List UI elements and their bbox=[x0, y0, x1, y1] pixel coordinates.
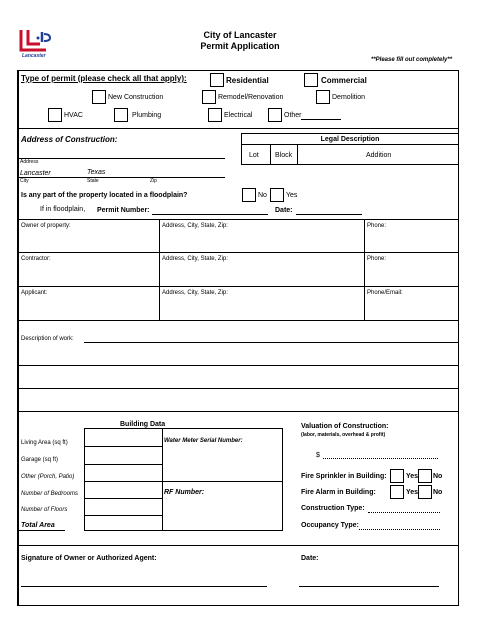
if-in-floodplain-label: If in floodplain, bbox=[40, 206, 86, 213]
signature-date-label: Date: bbox=[301, 555, 319, 562]
alarm-no-label: No bbox=[433, 489, 443, 496]
logo-caption: Lancaster bbox=[22, 53, 46, 59]
residential-checkbox[interactable] bbox=[210, 73, 224, 87]
contractor-phone-label: Phone: bbox=[367, 256, 387, 262]
form-title-city: City of Lancaster bbox=[203, 30, 277, 40]
sprinkler-yes-checkbox[interactable] bbox=[390, 469, 404, 483]
water-meter-label: Water Meter Serial Number: bbox=[164, 438, 243, 444]
electrical-label: Electrical bbox=[224, 112, 253, 119]
zip-label: Zip bbox=[150, 178, 157, 184]
valuation-sub: (labor, materials, overhead & profit) bbox=[301, 432, 386, 438]
divider bbox=[17, 320, 459, 321]
alarm-label: Fire Alarm in Building: bbox=[301, 489, 376, 496]
applicant-label: Applicant: bbox=[21, 290, 48, 296]
city-value: Lancaster bbox=[20, 170, 51, 177]
commercial-label: Commercial bbox=[321, 76, 367, 85]
divider bbox=[159, 219, 160, 320]
signature-label: Signature of Owner or Authorized Agent: bbox=[21, 555, 157, 562]
total-area-underline bbox=[19, 530, 65, 531]
divider bbox=[17, 252, 459, 253]
description-label: Description of work: bbox=[21, 336, 74, 342]
sprinkler-yes-label: Yes bbox=[406, 473, 419, 480]
electrical-checkbox[interactable] bbox=[208, 108, 222, 122]
construction-type-label: Construction Type: bbox=[301, 505, 365, 512]
legal-description-heading: Legal Description bbox=[320, 136, 380, 143]
owner-address-label: Address, City, State, Zip: bbox=[162, 223, 228, 229]
floodplain-date-line[interactable] bbox=[296, 214, 362, 215]
sprinkler-label: Fire Sprinkler in Building: bbox=[301, 473, 387, 480]
plumbing-checkbox[interactable] bbox=[114, 108, 128, 122]
floodplain-question: Is any part of the property located in a floodplain? bbox=[21, 192, 188, 199]
permit-number-label: Permit Number: bbox=[97, 207, 150, 214]
floodplain-date-label: Date: bbox=[275, 207, 293, 214]
city-label: City bbox=[20, 178, 29, 184]
divider bbox=[17, 128, 459, 129]
other-label: Other bbox=[284, 112, 302, 119]
sprinkler-no-label: No bbox=[433, 473, 443, 480]
divider bbox=[17, 286, 459, 287]
valuation-line[interactable] bbox=[323, 458, 438, 459]
bedrooms-label: Number of Bedrooms bbox=[21, 491, 79, 497]
building-data-heading: Building Data bbox=[120, 421, 166, 428]
occupancy-type-line[interactable] bbox=[359, 529, 440, 530]
floodplain-yes-label: Yes bbox=[286, 192, 298, 199]
address-line[interactable] bbox=[19, 158, 225, 159]
signature-date-line[interactable] bbox=[299, 586, 439, 587]
description-line[interactable] bbox=[17, 388, 459, 389]
description-line[interactable] bbox=[17, 365, 459, 366]
valuation-dollar: $ bbox=[316, 452, 320, 459]
divider bbox=[364, 219, 365, 320]
address-label: Address bbox=[20, 159, 39, 165]
other-checkbox[interactable] bbox=[268, 108, 282, 122]
sprinkler-no-checkbox[interactable] bbox=[418, 469, 432, 483]
floodplain-yes-checkbox[interactable] bbox=[270, 188, 284, 202]
owner-label: Owner of property: bbox=[21, 223, 71, 229]
state-label: State bbox=[87, 178, 99, 184]
total-area-label: Total Area bbox=[21, 522, 55, 529]
hvac-checkbox[interactable] bbox=[48, 108, 62, 122]
living-area-label: Living Area (sq ft) bbox=[21, 440, 68, 446]
permit-type-heading: Type of permit (please check all that apply): bbox=[21, 74, 187, 83]
other-porch-label: Other (Porch, Patio) bbox=[21, 474, 75, 480]
occupancy-type-label: Occupancy Type: bbox=[301, 522, 359, 529]
applicant-phone-email-label: Phone/Email: bbox=[367, 290, 403, 296]
remodel-checkbox[interactable] bbox=[202, 90, 216, 104]
alarm-yes-label: Yes bbox=[406, 489, 419, 496]
floors-label: Number of Floors bbox=[21, 507, 68, 513]
plumbing-label: Plumbing bbox=[132, 112, 162, 119]
rf-number-label: RF Number: bbox=[164, 489, 205, 496]
permit-number-line[interactable] bbox=[152, 214, 268, 215]
city-line[interactable] bbox=[19, 177, 225, 178]
contractor-label: Contractor: bbox=[21, 256, 51, 262]
divider bbox=[17, 219, 459, 220]
applicant-address-label: Address, City, State, Zip: bbox=[162, 290, 228, 296]
contractor-address-label: Address, City, State, Zip: bbox=[162, 256, 228, 262]
addition-label: Addition bbox=[366, 152, 392, 159]
valuation-heading: Valuation of Construction: bbox=[301, 423, 389, 430]
description-line[interactable] bbox=[17, 411, 459, 412]
hvac-label: HVAC bbox=[64, 112, 83, 119]
signature-line[interactable] bbox=[21, 586, 267, 587]
fill-note: **Please fill out completely** bbox=[371, 57, 453, 63]
state-value: Texas bbox=[87, 169, 106, 176]
owner-phone-label: Phone: bbox=[367, 223, 387, 229]
demolition-label: Demolition bbox=[332, 94, 366, 101]
remodel-label: Remodel/Renovation bbox=[218, 94, 284, 101]
demolition-checkbox[interactable] bbox=[316, 90, 330, 104]
construction-type-line[interactable] bbox=[368, 512, 440, 513]
other-line[interactable] bbox=[301, 119, 341, 120]
lot-label: Lot bbox=[249, 152, 259, 159]
floodplain-no-checkbox[interactable] bbox=[242, 188, 256, 202]
address-heading: Address of Construction: bbox=[21, 135, 118, 144]
form-title: Permit Application bbox=[200, 41, 280, 51]
divider bbox=[17, 545, 459, 546]
new-construction-label: New Construction bbox=[108, 94, 164, 101]
commercial-checkbox[interactable] bbox=[304, 73, 318, 87]
floodplain-no-label: No bbox=[258, 192, 267, 199]
description-line[interactable] bbox=[84, 342, 459, 343]
new-construction-checkbox[interactable] bbox=[92, 90, 106, 104]
alarm-yes-checkbox[interactable] bbox=[390, 485, 404, 499]
block-label: Block bbox=[275, 152, 293, 159]
residential-label: Residential bbox=[226, 76, 269, 85]
alarm-no-checkbox[interactable] bbox=[418, 485, 432, 499]
garage-label: Garage (sq ft) bbox=[21, 457, 59, 463]
